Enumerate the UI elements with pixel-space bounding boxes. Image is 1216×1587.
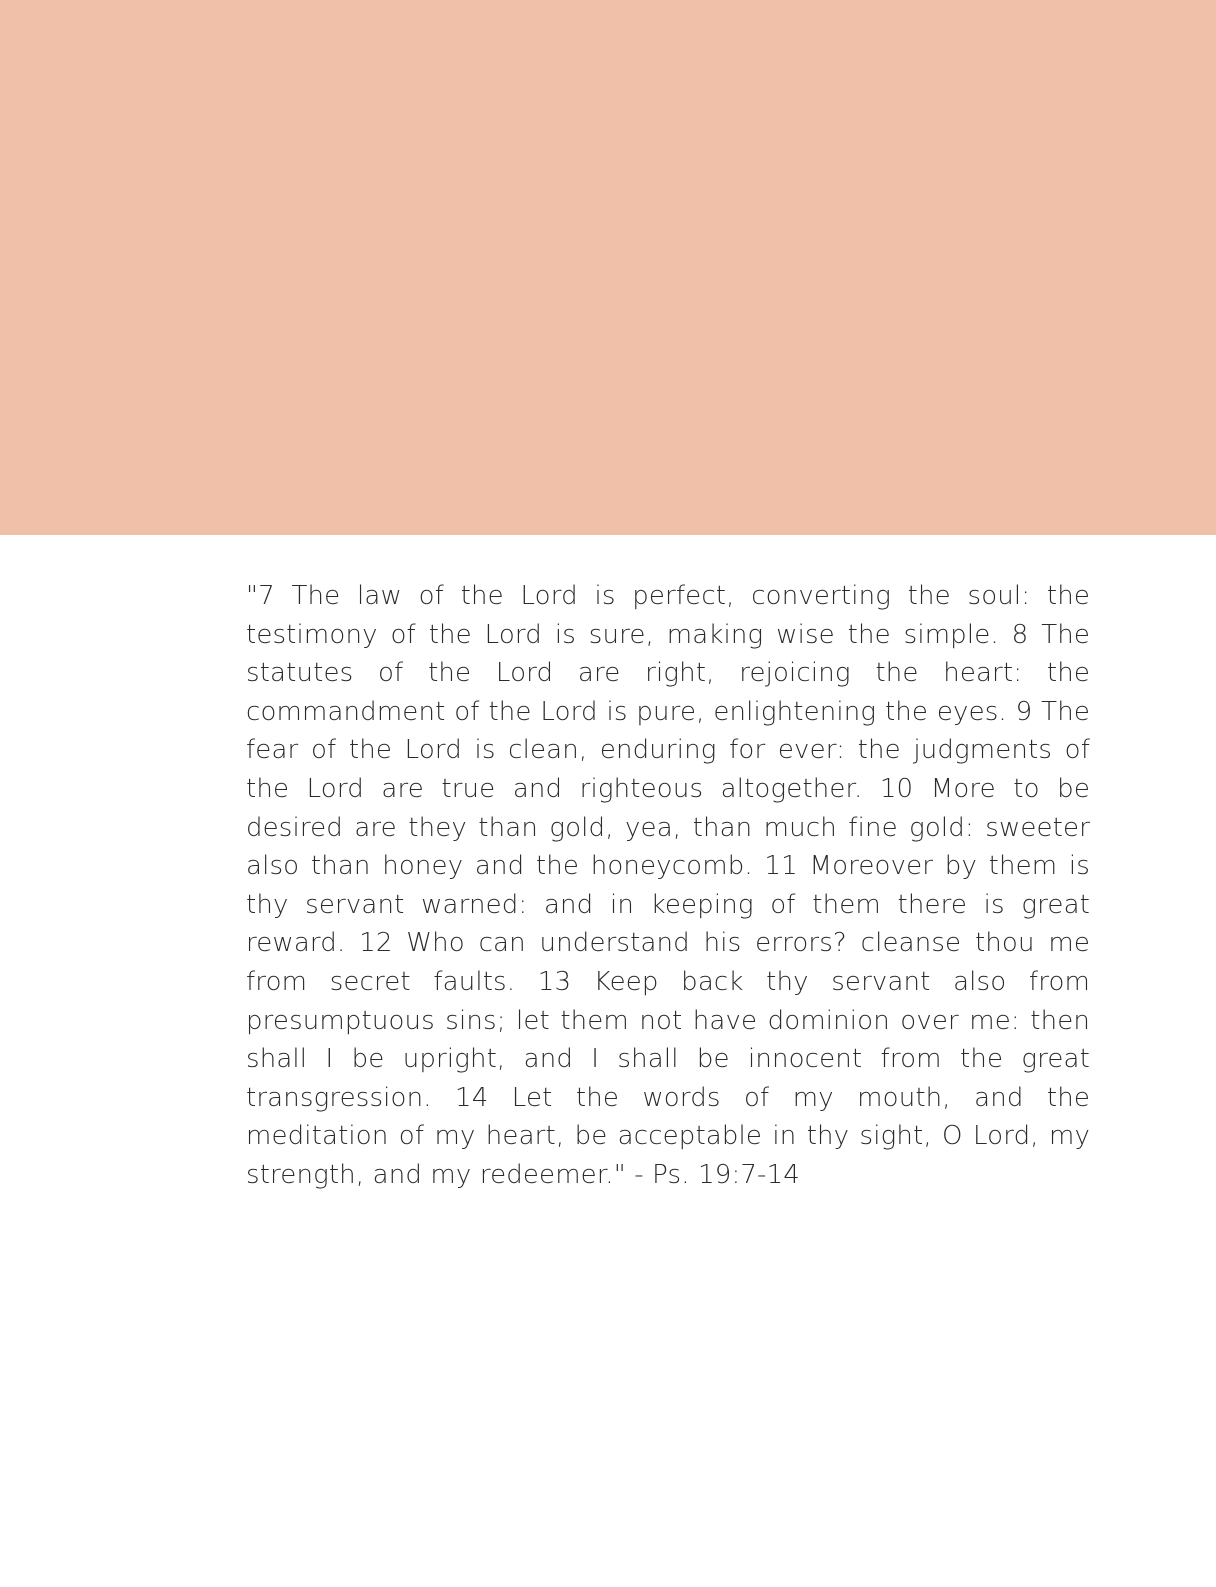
header-color-block (0, 0, 1216, 535)
scripture-quote: "7 The law of the Lord is perfect, converting the soul: the testimony of the Lord is sure, making wise the simple. 8 The statutes of the Lord are right, rejoicing the heart: the commandment of the Lord is pure, enlightening the eyes. 9 The fear of the Lord is clean, enduring for ever: the judgments of the Lord are true and righteous altogether. 10 More to be desired are they than gold, yea, than much fine gold: sweeter also than honey and the honeycomb. 11 Moreover by them is thy servant warned: and in keeping of them there is great reward. 12 Who can understand his errors? cleanse thou me from secret faults. 13 Keep back thy servant also from presumptuous sins; let them not have dominion over me: then shall I be upright, and I shall be innocent from the great transgression. 14 Let the words of my mouth, and the meditation of my heart, be acceptable in thy sight, O Lord, my strength, and my redeemer." - Ps. 19:7-14 (246, 581, 1090, 1190)
